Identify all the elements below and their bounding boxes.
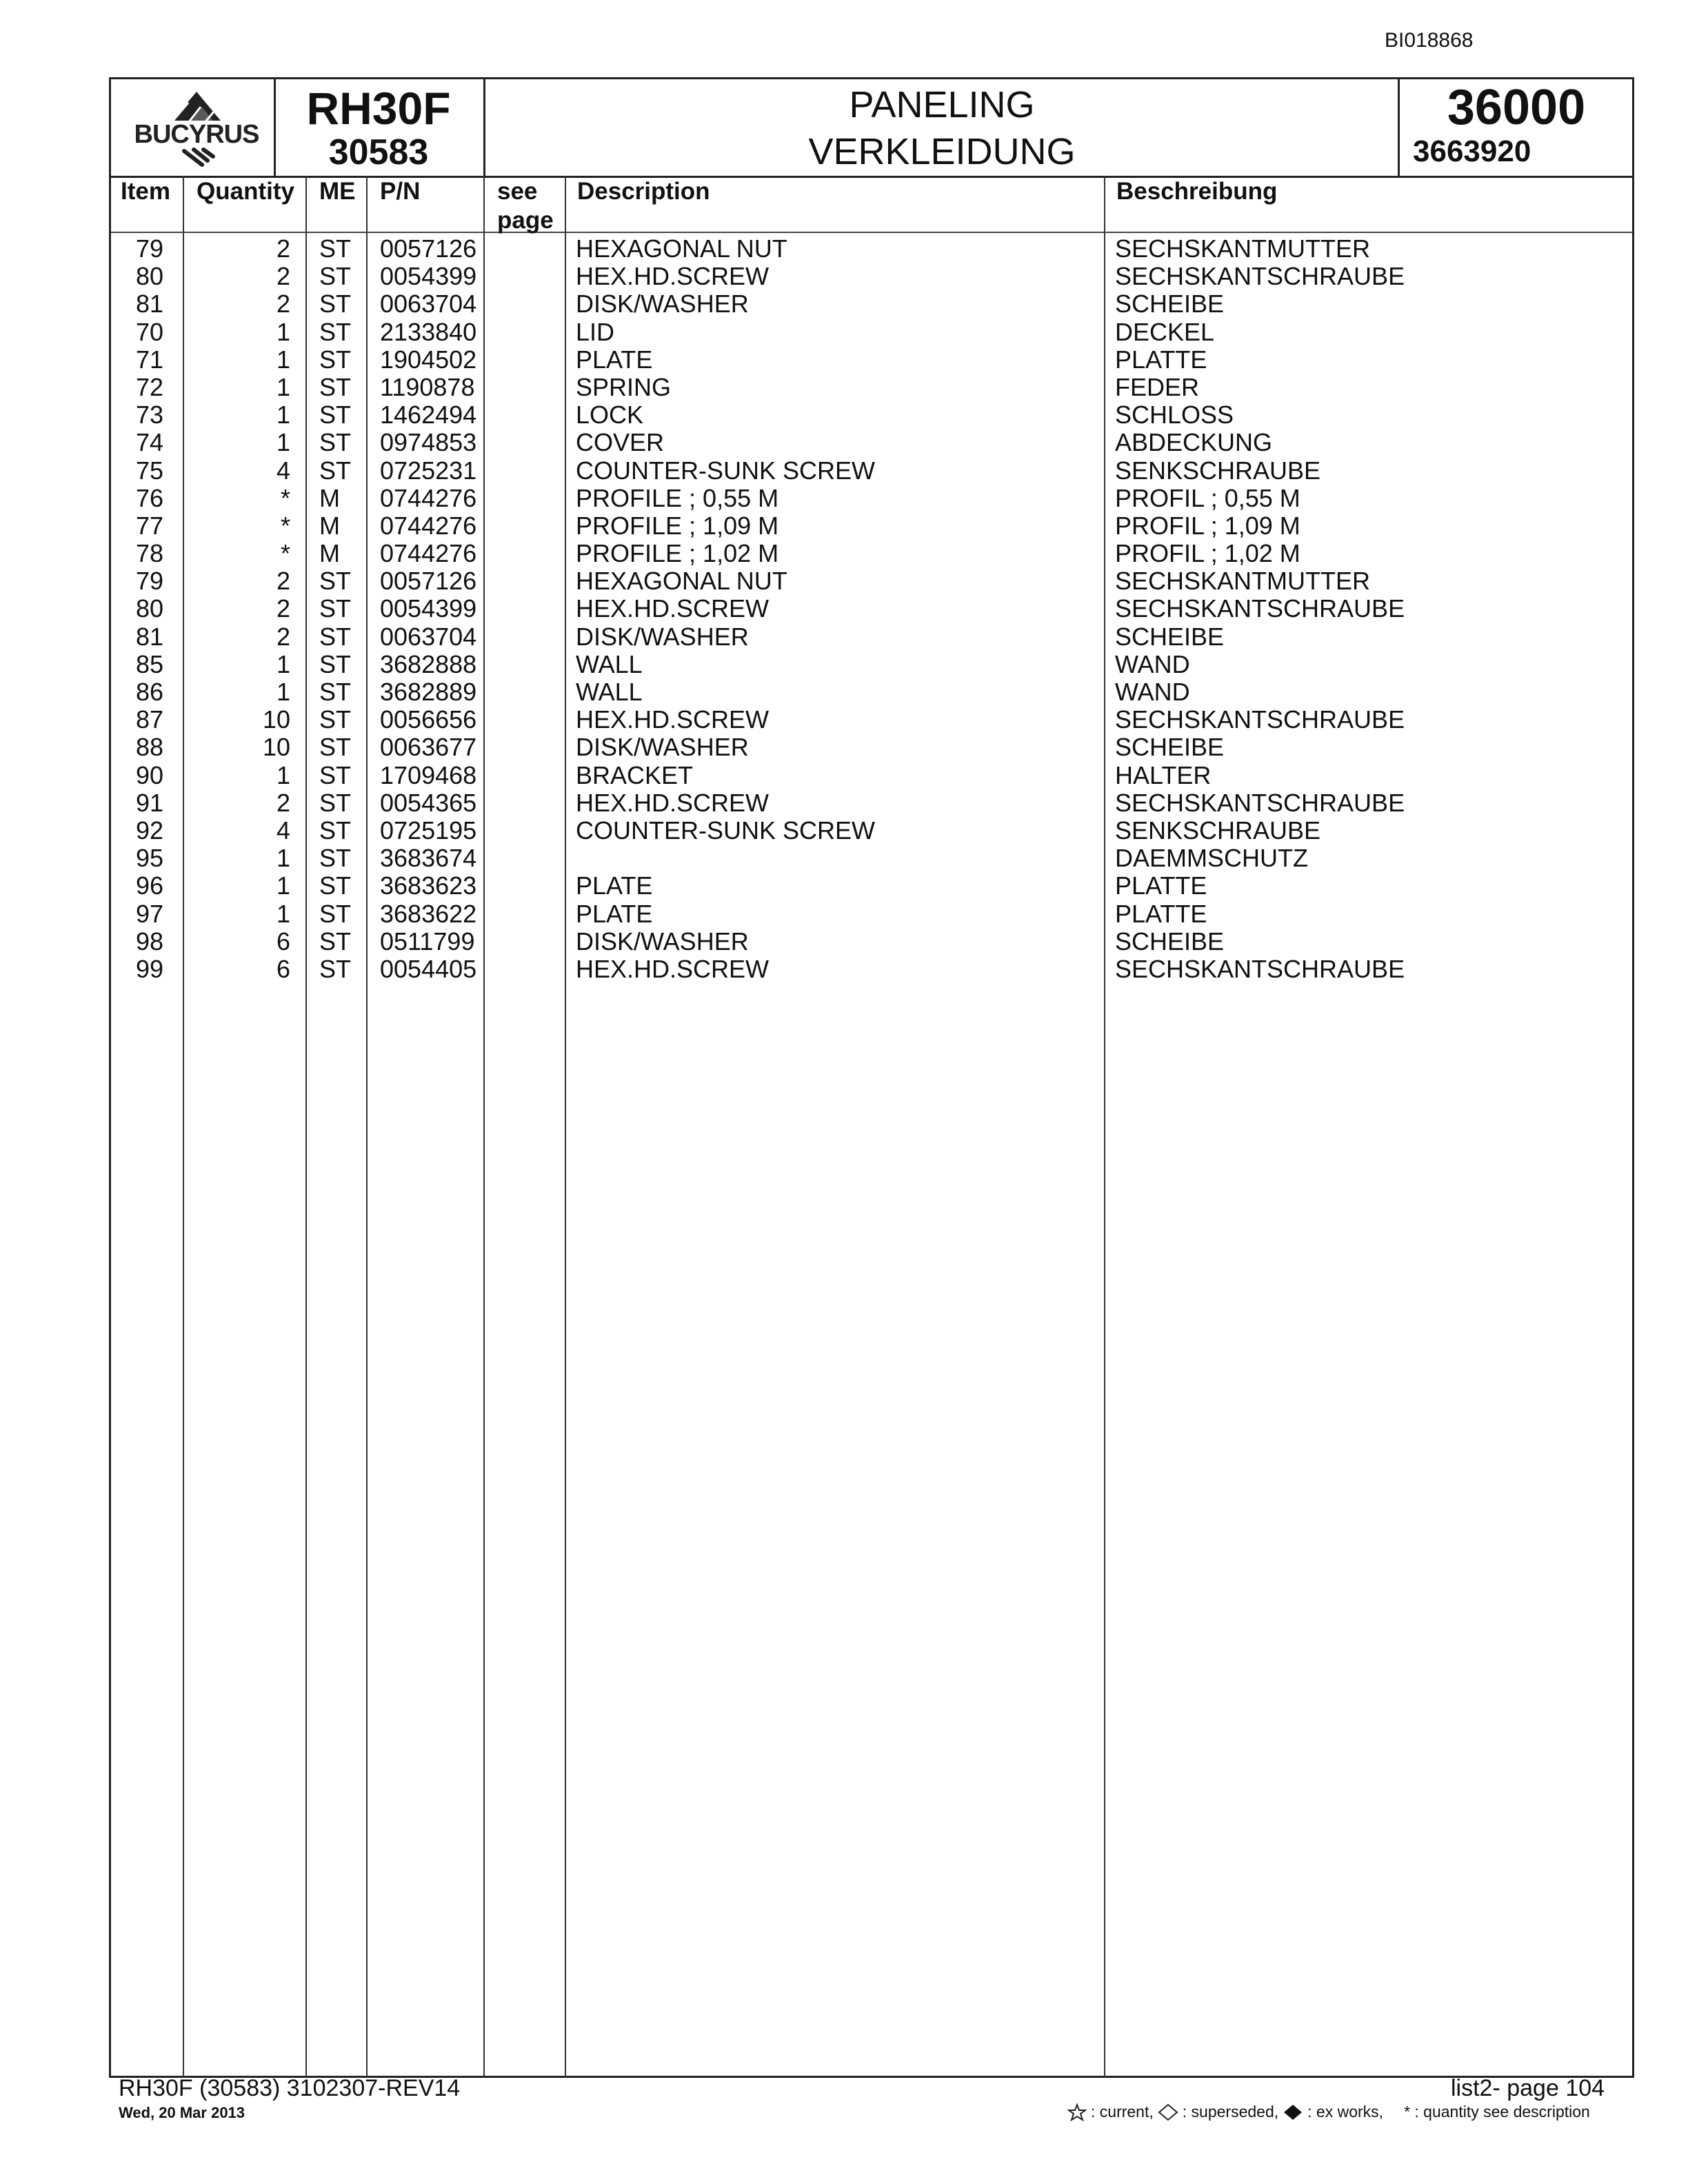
table-row — [111, 346, 1632, 374]
table-row — [111, 485, 1632, 512]
group-number: 36000 — [1447, 80, 1586, 135]
cell-qty: 2 — [276, 290, 290, 318]
col-quantity-header: Quantity — [197, 178, 294, 205]
cell-besch: SCHEIBE — [1115, 290, 1225, 318]
cell-desc: COUNTER-SUNK SCREW — [576, 456, 876, 485]
table-row — [111, 457, 1632, 485]
cell-pn: 2133840 — [380, 317, 477, 346]
table-row — [111, 429, 1632, 456]
table-row — [111, 595, 1632, 623]
cell-qty: 1 — [276, 317, 290, 346]
cell-besch: PROFIL ; 0,55 M — [1115, 483, 1300, 512]
cell-item: 79 — [135, 234, 163, 263]
cell-desc: LOCK — [576, 401, 644, 429]
col-page-label: page — [497, 207, 554, 234]
cell-item: 72 — [135, 372, 163, 401]
cell-pn: 0725231 — [380, 456, 477, 485]
cell-qty: 2 — [276, 622, 290, 651]
table-row — [111, 678, 1632, 706]
cell-besch: WAND — [1115, 649, 1190, 678]
diamond-outline-icon — [1158, 2103, 1178, 2121]
cell-me: ST — [319, 372, 352, 401]
cell-qty: 2 — [276, 594, 290, 623]
cell-pn: 1462494 — [380, 401, 477, 429]
cell-me: M — [319, 483, 340, 512]
cell-besch: PLATTE — [1115, 871, 1207, 900]
col-see-label: see — [497, 178, 538, 205]
cell-item: 87 — [135, 705, 163, 734]
cell-desc: DISK/WASHER — [576, 290, 749, 318]
diamond-filled-icon — [1283, 2103, 1303, 2121]
cell-besch: SCHLOSS — [1115, 401, 1234, 429]
legend-current: : current, — [1091, 2103, 1154, 2121]
cell-item: 80 — [135, 594, 163, 623]
cell-pn: 0063704 — [380, 290, 477, 318]
cell-desc: PROFILE ; 1,09 M — [576, 511, 779, 540]
cell-me: ST — [319, 844, 352, 873]
table-row — [111, 567, 1632, 595]
cell-desc: WALL — [576, 678, 643, 706]
cell-desc: PLATE — [576, 345, 653, 374]
footer-document-ref: RH30F (30583) 3102307-REV14 — [119, 2075, 461, 2101]
cell-pn: 0054405 — [380, 954, 477, 983]
cell-besch: HALTER — [1115, 760, 1212, 789]
cell-besch: SCHEIBE — [1115, 927, 1225, 956]
cell-desc: HEX.HD.SCREW — [576, 705, 770, 734]
drawing-number: 3663920 — [1413, 134, 1531, 168]
cell-qty: 6 — [276, 927, 290, 956]
cell-qty: 2 — [276, 567, 290, 596]
parts-table-body — [111, 235, 1632, 983]
cell-item: 88 — [135, 733, 163, 762]
legend — [1067, 2103, 1590, 2121]
table-row — [111, 817, 1632, 845]
cell-me: ST — [319, 290, 352, 318]
cell-item: 96 — [135, 871, 163, 900]
cell-pn: 3682888 — [380, 649, 477, 678]
table-row — [111, 263, 1632, 290]
cell-besch: ABDECKUNG — [1115, 428, 1273, 457]
cell-pn: 0974853 — [380, 428, 477, 457]
table-row — [111, 706, 1632, 734]
cell-besch: PROFIL ; 1,09 M — [1115, 511, 1300, 540]
cell-item: 86 — [135, 678, 163, 706]
cell-desc: SPRING — [576, 372, 672, 401]
serial-number: 30583 — [328, 132, 429, 172]
cell-pn: 3683623 — [380, 871, 477, 900]
cell-desc: DISK/WASHER — [576, 622, 749, 651]
cell-item: 76 — [135, 483, 163, 512]
table-row — [111, 290, 1632, 318]
cell-pn: 1904502 — [380, 345, 477, 374]
cell-desc: PROFILE ; 0,55 M — [576, 483, 779, 512]
cell-item: 98 — [135, 927, 163, 956]
table-row — [111, 845, 1632, 872]
cell-item: 71 — [135, 345, 163, 374]
table-row — [111, 734, 1632, 761]
cell-me: ST — [319, 954, 352, 983]
cell-desc: HEX.HD.SCREW — [576, 262, 770, 291]
cell-desc: LID — [576, 317, 615, 346]
cell-me: ST — [319, 594, 352, 623]
table-row — [111, 928, 1632, 956]
cell-besch: SECHSKANTMUTTER — [1115, 234, 1371, 263]
cell-besch: SCHEIBE — [1115, 622, 1225, 651]
cell-item: 92 — [135, 816, 163, 845]
cell-qty: 1 — [276, 871, 290, 900]
cell-me: ST — [319, 733, 352, 762]
table-row — [111, 762, 1632, 789]
cell-pn: 0511799 — [380, 927, 475, 956]
cell-item: 95 — [135, 844, 163, 873]
cell-pn: 3682889 — [380, 678, 477, 706]
cell-item: 90 — [135, 760, 163, 789]
cell-qty: 10 — [262, 733, 290, 762]
cell-qty: 10 — [262, 705, 290, 734]
col-pn-header: P/N — [380, 178, 421, 205]
cell-item: 70 — [135, 317, 163, 346]
cell-desc: HEX.HD.SCREW — [576, 954, 770, 983]
legend-superseded: : superseded, — [1182, 2103, 1279, 2121]
table-row — [111, 540, 1632, 567]
cell-besch: SCHEIBE — [1115, 733, 1225, 762]
cell-me: ST — [319, 317, 352, 346]
cell-qty: 1 — [276, 428, 290, 457]
col-item-header: Item — [121, 178, 170, 205]
cell-qty: 1 — [276, 899, 290, 928]
cell-item: 74 — [135, 428, 163, 457]
cell-besch: DAEMMSCHUTZ — [1115, 844, 1308, 873]
model-number: RH30F — [306, 83, 451, 134]
cell-me: ST — [319, 788, 352, 817]
cell-qty: 2 — [276, 234, 290, 263]
title-english: PANELING — [849, 84, 1035, 125]
cell-besch: SENKSCHRAUBE — [1115, 816, 1321, 845]
cell-qty: 1 — [276, 844, 290, 873]
cell-me: ST — [319, 871, 352, 900]
cell-besch: SECHSKANTSCHRAUBE — [1115, 594, 1405, 623]
star-icon — [1067, 2103, 1087, 2121]
cell-pn: 3683622 — [380, 899, 477, 928]
cell-qty: 1 — [276, 760, 290, 789]
table-row — [111, 374, 1632, 401]
cell-qty: * — [280, 483, 290, 512]
cell-qty: 2 — [276, 788, 290, 817]
cell-qty: 1 — [276, 678, 290, 706]
table-row — [111, 318, 1632, 346]
cell-besch: SECHSKANTSCHRAUBE — [1115, 262, 1405, 291]
cell-item: 73 — [135, 401, 163, 429]
cell-qty: 4 — [276, 456, 290, 485]
cell-qty: * — [280, 539, 290, 568]
cell-pn: 0063677 — [380, 733, 477, 762]
cell-besch: FEDER — [1115, 372, 1200, 401]
cell-besch: SENKSCHRAUBE — [1115, 456, 1321, 485]
cell-qty: 6 — [276, 954, 290, 983]
title-german: VERKLEIDUNG — [808, 131, 1076, 172]
cell-qty: 1 — [276, 372, 290, 401]
cell-pn: 0057126 — [380, 234, 477, 263]
cell-besch: DECKEL — [1115, 317, 1215, 346]
cell-me: ST — [319, 262, 352, 291]
cell-desc: BRACKET — [576, 760, 694, 789]
cell-desc: PLATE — [576, 899, 653, 928]
legend-quantity: * : quantity see description — [1404, 2103, 1590, 2121]
table-row — [111, 789, 1632, 817]
cell-item: 77 — [135, 511, 163, 540]
cell-pn: 3683674 — [380, 844, 477, 873]
cell-item: 81 — [135, 622, 163, 651]
cell-desc: PLATE — [576, 871, 653, 900]
cell-desc: DISK/WASHER — [576, 927, 749, 956]
cell-me: ST — [319, 428, 352, 457]
cell-pn: 0054399 — [380, 262, 477, 291]
cell-me: ST — [319, 649, 352, 678]
cell-item: 81 — [135, 290, 163, 318]
table-row — [111, 651, 1632, 678]
cell-item: 80 — [135, 262, 163, 291]
cell-pn: 0725195 — [380, 816, 477, 845]
cell-me: ST — [319, 816, 352, 845]
cell-qty: 1 — [276, 649, 290, 678]
cell-qty: 4 — [276, 816, 290, 845]
cell-pn: 1709468 — [380, 760, 477, 789]
cell-me: ST — [319, 927, 352, 956]
cell-qty: 1 — [276, 345, 290, 374]
cell-besch: SECHSKANTSCHRAUBE — [1115, 705, 1405, 734]
cell-me: ST — [319, 760, 352, 789]
cell-me: ST — [319, 345, 352, 374]
cell-desc: WALL — [576, 649, 643, 678]
cell-desc: DISK/WASHER — [576, 733, 749, 762]
table-row — [111, 623, 1632, 651]
cell-desc: HEXAGONAL NUT — [576, 567, 787, 596]
cell-me: ST — [319, 567, 352, 596]
cell-besch: PLATTE — [1115, 345, 1207, 374]
footer-date: Wed, 20 Mar 2013 — [119, 2104, 245, 2121]
cell-pn: 0744276 — [380, 539, 477, 568]
cell-item: 97 — [135, 899, 163, 928]
cell-pn: 0063704 — [380, 622, 477, 651]
cell-desc: COUNTER-SUNK SCREW — [576, 816, 876, 845]
cell-me: M — [319, 539, 340, 568]
cell-qty: * — [280, 511, 290, 540]
bucyrus-logo — [119, 88, 274, 169]
cell-desc: HEX.HD.SCREW — [576, 594, 770, 623]
cell-desc: HEX.HD.SCREW — [576, 788, 770, 817]
table-row — [111, 900, 1632, 928]
cell-pn: 1190878 — [380, 372, 475, 401]
table-row — [111, 401, 1632, 429]
document-id: BI018868 — [1385, 29, 1474, 52]
cell-pn: 0056656 — [380, 705, 477, 734]
col-see-page-header — [497, 177, 554, 235]
cell-besch: SECHSKANTMUTTER — [1115, 567, 1371, 596]
cell-me: ST — [319, 705, 352, 734]
cell-item: 79 — [135, 567, 163, 596]
cell-item: 75 — [135, 456, 163, 485]
cell-besch: SECHSKANTSCHRAUBE — [1115, 788, 1405, 817]
cell-besch: PROFIL ; 1,02 M — [1115, 539, 1300, 568]
cell-item: 85 — [135, 649, 163, 678]
cell-item: 99 — [135, 954, 163, 983]
cell-me: M — [319, 511, 340, 540]
cell-me: ST — [319, 899, 352, 928]
col-me-header: ME — [319, 178, 356, 205]
cell-pn: 0054399 — [380, 594, 477, 623]
cell-me: ST — [319, 234, 352, 263]
table-row — [111, 956, 1632, 983]
footer-page: list2- page 104 — [1451, 2075, 1605, 2101]
cell-item: 78 — [135, 539, 163, 568]
cell-qty: 2 — [276, 262, 290, 291]
cell-pn: 0057126 — [380, 567, 477, 596]
cell-desc: PROFILE ; 1,02 M — [576, 539, 779, 568]
cell-qty: 1 — [276, 401, 290, 429]
legend-exworks: : ex works, — [1307, 2103, 1384, 2121]
cell-pn: 0744276 — [380, 483, 477, 512]
cell-me: ST — [319, 622, 352, 651]
cell-pn: 0744276 — [380, 511, 477, 540]
cell-besch: SECHSKANTSCHRAUBE — [1115, 954, 1405, 983]
col-beschreibung-header: Beschreibung — [1116, 178, 1278, 205]
svg-text:BUCYRUS: BUCYRUS — [134, 120, 259, 149]
table-row — [111, 235, 1632, 263]
cell-pn: 0054365 — [380, 788, 477, 817]
table-row — [111, 512, 1632, 540]
col-description-header: Description — [577, 178, 710, 205]
cell-desc: HEXAGONAL NUT — [576, 234, 787, 263]
cell-me: ST — [319, 401, 352, 429]
parts-list-frame — [109, 77, 1634, 2078]
table-row — [111, 872, 1632, 900]
cell-me: ST — [319, 456, 352, 485]
cell-desc: COVER — [576, 428, 665, 457]
cell-besch: PLATTE — [1115, 899, 1207, 928]
cell-besch: WAND — [1115, 678, 1190, 706]
cell-me: ST — [319, 678, 352, 706]
cell-item: 91 — [135, 788, 163, 817]
